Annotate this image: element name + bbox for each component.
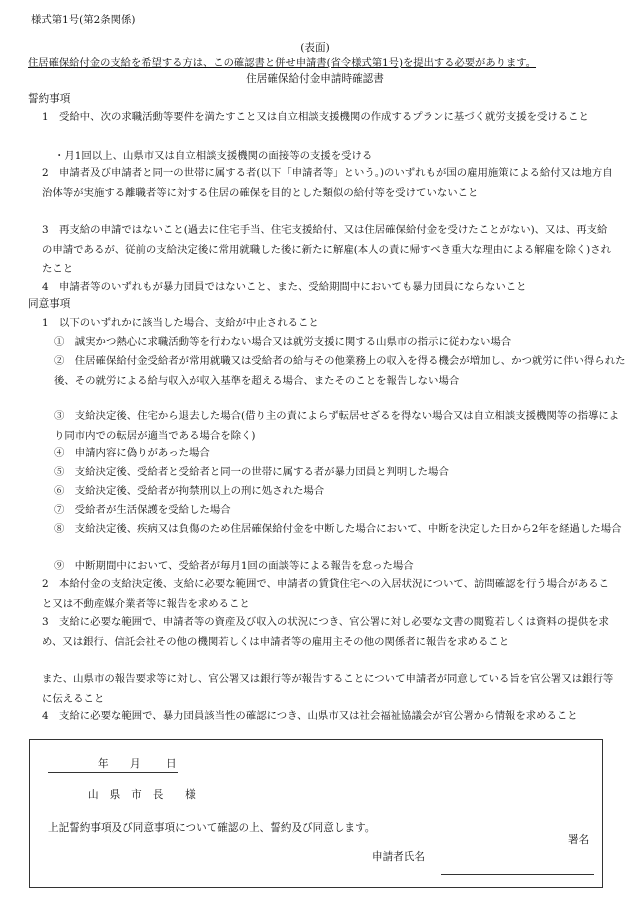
consent-sub-5-text: ⑤ 支給決定後、受給者と受給者と同一の世帯に属する者が暴力団員と判明した場合 [54, 466, 449, 478]
consent-sub-3 [28, 407, 628, 446]
submission-notice: 住居確保給付金の支給を希望する方は、この確認書と併せ申請書(省令様式第1号)を提出する必要があります。 [28, 57, 537, 69]
consent-sub-3-text: ③ 支給決定後、住宅から退去した場合(借り主の責によらず転居せざるを得ない場合又は自立相談支援機関等の指導により同市内での転居が適当である場合を除く) [54, 410, 620, 442]
consent-item-3 [28, 613, 616, 652]
consent-item-1 [28, 314, 616, 334]
front-side-label: (表面) [300, 42, 330, 54]
consent-sub-9 [28, 557, 628, 577]
consent-sub-2-text: ② 住居確保給付金受給者が常用就職又は受給者の給与その他業務上の収入を得る機会が増加し、かつ就労に伴い得られた後、その就労による給与収入が収入基準を超える場合、またそのことを報告しない場合 [54, 355, 626, 387]
year-label: 年 [98, 758, 109, 770]
addressee: 山 県 市 長 様 [88, 789, 196, 801]
consent-item-4 [28, 707, 616, 727]
consent-sub-8 [28, 520, 628, 540]
pledge-item-1 [28, 108, 616, 128]
applicant-name-label: 申請者氏名 [372, 851, 425, 863]
consent-heading: 同意事項 [28, 298, 71, 310]
consent-item-3-addendum [28, 670, 616, 709]
consent-sub-4-text: ④ 申請内容に偽りがあった場合 [54, 447, 210, 459]
consent-sub-7-text: ⑦ 受給者が生活保護を受給した場合 [54, 504, 231, 516]
document-title: 住居確保給付金申請時確認書 [246, 73, 384, 85]
month-label: 月 [130, 758, 141, 770]
consent-item-2 [28, 575, 616, 614]
consent-item-1-text: 1 以下のいずれかに該当した場合、支給が中止されること [42, 317, 319, 329]
consent-sub-6 [28, 482, 628, 502]
consent-sub-2 [28, 352, 628, 391]
consent-sub-5 [28, 463, 628, 483]
pledge-item-4-text: 4 申請者等のいずれもが暴力団員ではないこと、また、受給期間中においても暴力団員にならないこと [42, 281, 527, 293]
form-number: 様式第1号(第2条関係) [31, 14, 136, 26]
applicant-name-field[interactable] [441, 860, 594, 875]
consent-sub-1 [28, 333, 628, 353]
consent-item-4-text: 4 支給に必要な範囲で、暴力団員該当性の確認につき、山県市又は社会福祉協議会が官公署から情報を求めること [42, 710, 578, 722]
date-field[interactable] [48, 756, 178, 773]
consent-item-2-text: 2 本給付金の支給決定後、支給に必要な範囲で、申請者の賃貸住宅への入居状況について、訪問確認を行う場合があること又は不動産媒介業者等に報告を求めること [42, 578, 610, 610]
day-label: 日 [166, 758, 177, 770]
signature-label: 署名 [568, 834, 590, 846]
consent-sub-9-text: ⑨ 中断期間中において、受給者が毎月1回の面談等による報告を怠った場合 [54, 560, 414, 572]
consent-sub-8-text: ⑧ 支給決定後、疾病又は負傷のため住居確保給付金を中断した場合において、中断を決定した日から2年を経過した場合 [54, 523, 622, 535]
pledge-item-4 [28, 278, 616, 298]
pledge-item-2-text: 2 申請者及び申請者と同一の世帯に属する者(以下「申請者等」という。)のいずれもが国の雇用施策による給付又は地方自治体等が実施する離職者等に対する住居の確保を目的とした類似の給付等を受けていないこと [42, 167, 613, 199]
consent-sub-1-text: ① 誠実かつ熱心に求職活動等を行わない場合又は就労支援に関する山県市の指示に従わない場合 [54, 336, 512, 348]
pledge-item-1-sub-text: ・月1回以上、山県市又は自立相談支援機関の面接等の支援を受ける [54, 150, 373, 162]
pledge-item-1-text: 1 受給中、次の求職活動等要件を満たすこと又は自立相談支援機関の作成するプランに基づく就労支援を受けること [42, 111, 589, 123]
confirmation-statement: 上記誓約事項及び同意事項について確認の上、誓約及び同意します。 [48, 822, 376, 834]
pledge-heading: 誓約事項 [28, 93, 71, 105]
consent-sub-7 [28, 501, 628, 521]
consent-sub-4 [28, 444, 628, 464]
pledge-item-3 [28, 221, 616, 280]
pledge-item-3-text: 3 再支給の申請ではないこと(過去に住宅手当、住宅支援給付、又は住居確保給付金を受けたことがない)、又は、再支給の申請であるが、従前の支給決定後に常用就職した後に新たに解雇(本人の責に帰すべき重大な理由による解雇を除く)されたこと [42, 224, 611, 275]
pledge-item-2 [28, 164, 616, 203]
consent-item-3-text: 3 支給に必要な範囲で、申請者等の資産及び収入の状況につき、官公署に対し必要な文書の閲覧若しくは資料の提供を求め、又は銀行、信託会社その他の機関若しくは申請者等の雇用主その他の関係者に報告を求めること [42, 616, 609, 648]
consent-item-3-addendum-text: また、山県市の報告要求等に対し、官公署又は銀行等が報告することについて申請者が同意している旨を官公署又は銀行等に伝えること [42, 673, 614, 705]
consent-sub-6-text: ⑥ 支給決定後、受給者が拘禁刑以上の刑に処された場合 [54, 485, 325, 497]
